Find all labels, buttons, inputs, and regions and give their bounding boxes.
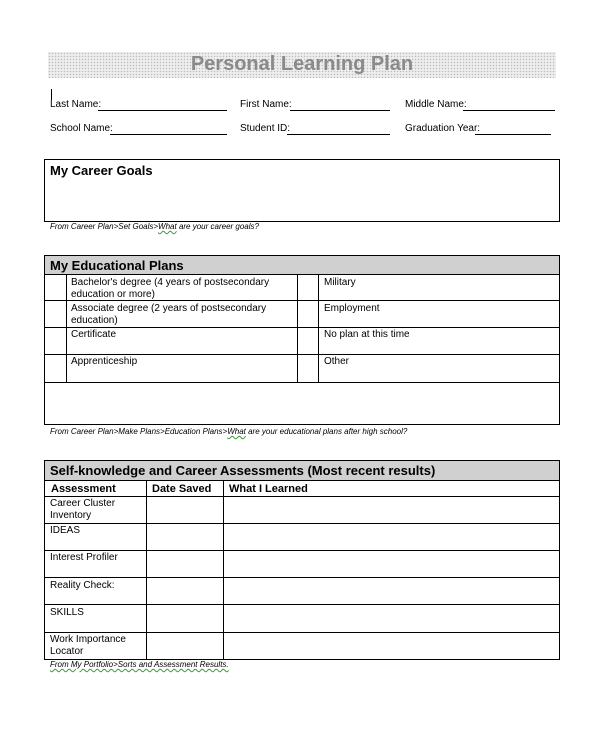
checkbox-certificate[interactable]: [45, 328, 66, 354]
column-header-assessment: Assessment: [51, 483, 116, 495]
first-name-label: First Name:: [240, 99, 292, 110]
option-employment: Employment: [324, 303, 380, 314]
first-name-field[interactable]: [290, 110, 390, 111]
middle-name-label: Middle Name:: [405, 99, 467, 110]
assessments-col-divider: [146, 480, 147, 660]
education-col-divider: [66, 274, 67, 382]
assessments-row-divider: [44, 523, 560, 524]
checkbox-military[interactable]: [298, 275, 318, 300]
school-name-field[interactable]: [110, 134, 227, 135]
career-goals-note: From Career Plan>Set Goals>What are your career goals?: [50, 222, 259, 231]
education-note: From Career Plan>Make Plans>Education Plans>What are your educational plans after high school?: [50, 427, 408, 436]
column-header-what-learned: What I Learned: [229, 483, 308, 495]
assessments-header: [44, 460, 560, 481]
graduation-year-field[interactable]: [475, 134, 551, 135]
graduation-year-label: Graduation Year:: [405, 123, 481, 134]
student-id-label: Student ID:: [240, 123, 291, 134]
education-header: [44, 255, 560, 275]
student-id-field[interactable]: [287, 134, 390, 135]
assessment-interest-profiler: Interest Profiler: [50, 552, 118, 563]
assessment-work-importance: Work Importance Locator: [50, 634, 126, 657]
assessments-heading: Self-knowledge and Career Assessments (Most recent results): [50, 463, 436, 478]
assessment-reality-check: Reality Check:: [50, 580, 115, 591]
assessments-row-divider: [44, 604, 560, 605]
checkbox-other[interactable]: [298, 355, 318, 382]
assessments-note: From My Portfolio>Sorts and Assessment Results.: [50, 660, 229, 669]
assessments-row-divider: [44, 632, 560, 633]
last-name-field[interactable]: [98, 110, 227, 111]
assessments-row-divider: [44, 550, 560, 551]
option-certificate: Certificate: [71, 329, 117, 340]
checkbox-employment[interactable]: [298, 301, 318, 327]
assessments-row-divider: [44, 577, 560, 578]
checkbox-associate[interactable]: [45, 301, 66, 327]
career-goals-heading: My Career Goals: [50, 163, 153, 178]
option-apprenticeship: Apprenticeship: [71, 356, 138, 367]
assessments-col-divider: [223, 480, 224, 660]
assessment-career-cluster: Career Cluster Inventory: [50, 498, 116, 521]
checkbox-apprenticeship[interactable]: [45, 355, 66, 382]
last-name-label: Last Name:: [50, 99, 102, 110]
page-title: Personal Learning Plan: [190, 53, 414, 75]
career-goals-box[interactable]: [44, 159, 560, 222]
assessment-skills: SKILLS: [50, 607, 84, 618]
option-bachelors: Bachelor's degree (4 years of postsecondary education or more): [71, 277, 270, 300]
education-notes-area[interactable]: [45, 383, 559, 424]
assessments-row-divider: [44, 496, 560, 497]
school-name-label: School Name:: [50, 123, 113, 134]
checkbox-bachelors[interactable]: [45, 275, 66, 300]
option-associate: Associate degree (2 years of postsecondary education): [71, 303, 267, 326]
middle-name-field[interactable]: [463, 110, 555, 111]
assessment-ideas: IDEAS: [50, 525, 81, 536]
checkbox-no-plan[interactable]: [298, 328, 318, 354]
column-header-date-saved: Date Saved: [152, 483, 212, 495]
education-heading: My Educational Plans: [50, 258, 184, 273]
option-other: Other: [324, 356, 350, 367]
option-no-plan: No plan at this time: [324, 329, 410, 340]
option-military: Military: [324, 277, 356, 288]
education-col-divider: [318, 274, 319, 382]
